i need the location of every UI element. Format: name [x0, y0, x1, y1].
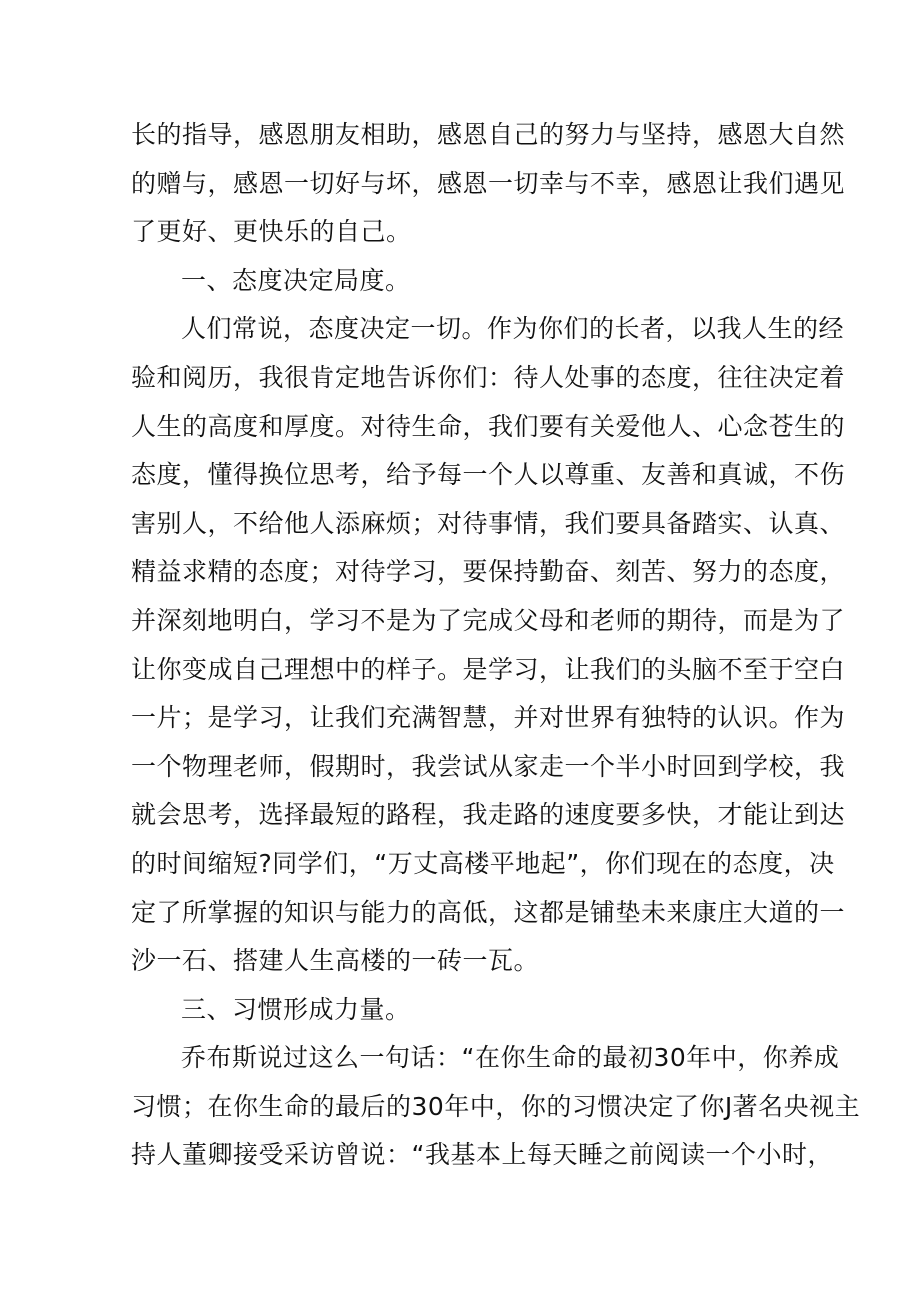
text-line: 一个物理老师，假期时，我尝试从家走一个半小时回到学校，我: [131, 751, 846, 781]
paragraph-attitude: [131, 305, 846, 985]
text-line: 让你变成自己理想中的样子。是学习，让我们的头脑不至于空白: [131, 654, 846, 684]
paragraph-habit: [131, 1034, 861, 1180]
text-line: 沙一石、搭建人生高楼的一砖一瓦。: [131, 946, 540, 976]
text-line: 的时间缩短?同学们，“万丈高楼平地起”，你们现在的态度，决: [131, 848, 835, 878]
heading-habit: [131, 986, 791, 1035]
text-line: 精益求精的态度；对待学习，要保持勤奋、刻苦、努力的态度，: [131, 557, 846, 587]
text-line: 害别人，不给他人添麻烦；对待事情，我们要具备踏实、认真、: [131, 508, 846, 538]
text-line: 乔布斯说过这么一句话：“在你生命的最初30年中，你养成: [181, 1043, 840, 1073]
document-body: [131, 111, 861, 1180]
heading-attitude: [131, 257, 791, 306]
text-line: 三、习惯形成力量。: [181, 994, 411, 1024]
text-line: 长的指导，感恩朋友相助，感恩自己的努力与坚持，感恩大自然: [131, 120, 846, 149]
text-line: 态度，懂得换位思考，给予每一个人以尊重、友善和真诚，不伤: [131, 460, 846, 490]
text-line: 一、态度决定局度。: [181, 265, 411, 295]
paragraph-gratitude: [131, 111, 846, 257]
text-line: 验和阅历，我很肯定地告诉你们：待人处事的态度，往往决定着: [131, 362, 846, 392]
text-line: 了更好、更快乐的自己。: [131, 217, 412, 247]
text-line: 人们常说，态度决定一切。作为你们的长者，以我人生的经: [181, 314, 845, 344]
text-line: 一片；是学习，让我们充满智慧，并对世界有独特的认识。作为: [131, 703, 846, 733]
text-line: 持人董卿接受采访曾说：“我基本上每天睡之前阅读一个小时，: [131, 1140, 833, 1170]
text-line: 习惯；在你生命的最后的30年中，你的习惯决定了你J著名央视主: [131, 1091, 861, 1121]
text-line: 定了所掌握的知识与能力的高低，这都是铺垫未来康庄大道的一: [131, 897, 846, 927]
text-line: 就会思考，选择最短的路程，我走路的速度要多快，才能让到达: [131, 800, 846, 830]
text-line: 人生的高度和厚度。对待生命，我们要有关爱他人、心念苍生的: [131, 411, 846, 441]
text-line: 的赠与，感恩一切好与坏，感恩一切幸与不幸，感恩让我们遇见: [131, 168, 846, 198]
text-line: 并深刻地明白，学习不是为了完成父母和老师的期待，而是为了: [131, 605, 846, 635]
